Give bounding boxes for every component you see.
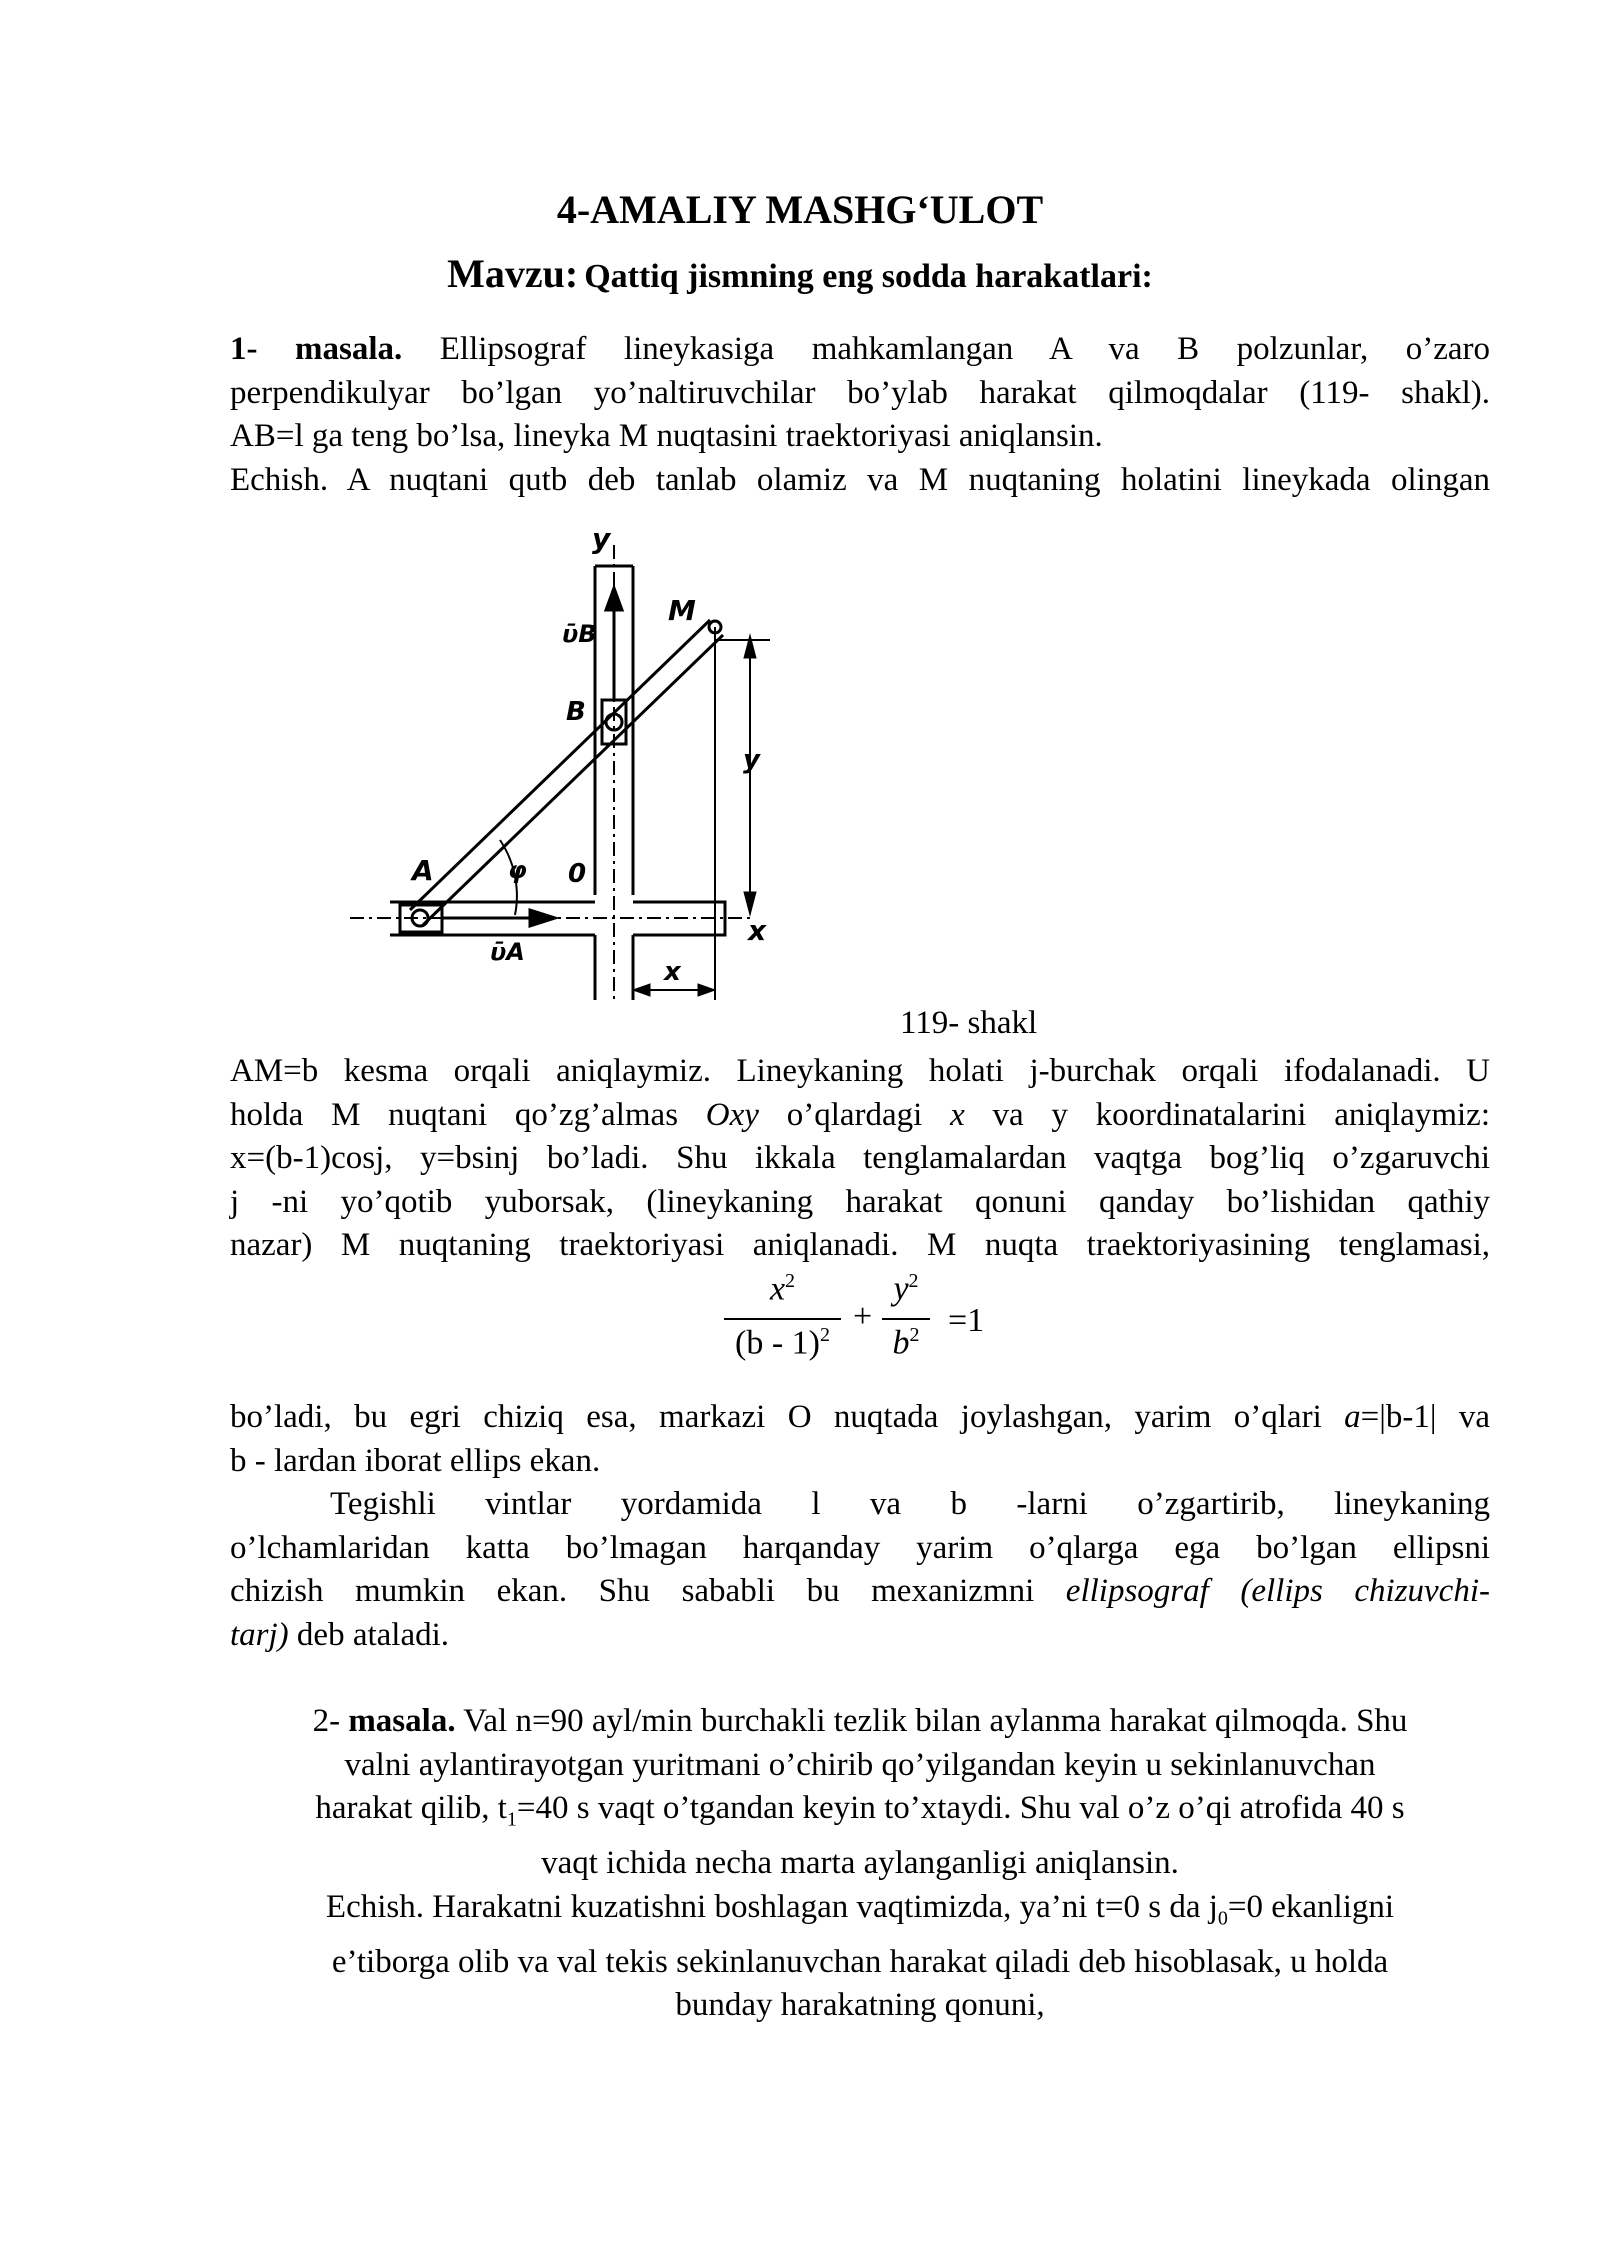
point-m-label: M (668, 594, 696, 627)
problem-2-line: harakat qilib, $t_1=40$ s vaqt o’tgandan keyin to’xtaydi. Shu val o’z o’qi atrofida 40 s (315, 1790, 1405, 1831)
solution-line: j -ni yo’qotib yuborsak, (lineykaning harakat qonuni qanday bo’lishidan qathiy (230, 1183, 1490, 1220)
problem-1-line: 1- masala. Ellipsograf lineykasiga mahkamlangan A va B polzunlar, o’zaro (230, 331, 1490, 367)
velocity-a-label: ῡA (490, 938, 525, 966)
problem-1-label: 1- masala. (230, 331, 403, 367)
velocity-a-arrowhead (530, 910, 555, 926)
problem-2-line: 2- masala. Val n=90 ayl/min burchakli tezlik bilan aylanma harakat qilmoqda. Shu (312, 1703, 1408, 1739)
plus-sign: + (853, 1298, 873, 1335)
solution-line: holda M nuqtani qo’zg’almas Oxy o’qlardagi x va y koordinatalarini aniqlaymiz: (230, 1096, 1490, 1133)
remark-line: chizish mumkin ekan. Shu sababli bu mexanizmni ellipsograf (ellips chizuvchi- (230, 1573, 1490, 1609)
x-dim-arrow-right (698, 984, 715, 996)
problem-1-statement (230, 328, 1490, 502)
x-dimension-label: x (664, 957, 681, 987)
page-title: 4-AMALIY MASHG‘ULOT (556, 187, 1044, 232)
problem-2-line: e’tiborga olib va val tekis sekinlanuvchan harakat qiladi deb hisoblasak, u holda (331, 1943, 1389, 1980)
point-b-label: B (566, 697, 586, 727)
problem-2-statement (230, 1700, 1490, 2028)
solution-line: AM=b kesma orqali aniqlaymiz. Lineykaning holati j-burchak orqali ifodalanadi. U (230, 1053, 1490, 1089)
problem-2-line: valni aylantirayotgan yuritmani o’chirib qo’yilgandan keyin u sekinlanuvchan (344, 1746, 1376, 1783)
solution-1-text (230, 1050, 1490, 1268)
conclusion-line: bo’ladi, bu egri chiziq esa, markazi O nuqtada joylashgan, yarim o’qlari a=|b-1| va (230, 1399, 1490, 1435)
conclusion-line: b - lardan iborat ellips ekan. (230, 1442, 601, 1479)
equation-rhs: =1 (948, 1302, 985, 1339)
ellipsograph-figure (330, 520, 780, 1020)
problem-1-line: Echish. A nuqtani qutb deb tanlab olamiz va M nuqtaning holatini lineykada olingan (230, 461, 1490, 498)
subtitle-text: Qattiq jismning eng sodda harakatlari: (584, 258, 1153, 295)
remark-line: tarj) deb ataladi. (230, 1616, 450, 1653)
velocity-b-arrowhead (606, 588, 622, 610)
subtitle-prefix: Mavzu: (447, 251, 579, 296)
remark-line: o’lchamlaridan katta bo’lmagan harqanday yarim o’qlarga ega bo’lgan ellipsni (230, 1529, 1490, 1566)
origin-label: 0 (568, 859, 587, 889)
solution-line: nazar) M nuqtaning traektoriyasi aniqlanadi. M nuqta traektoriyasining tenglamasi, (230, 1227, 1490, 1263)
solution-line: x=(b-1)cosj, y=bsinj bo’ladi. Shu ikkala tenglamalardan vaqtga bog’liq o’zgaruvchi (230, 1140, 1490, 1176)
x-dim-arrow-left (633, 984, 650, 996)
rod-upper-edge (410, 620, 710, 910)
problem-2-line: bunday harakatning qonuni, (675, 1987, 1045, 2024)
problem-2-label: masala. (348, 1703, 456, 1739)
y-dim-arrow-up (744, 635, 756, 658)
x-axis-label: x (748, 914, 767, 947)
page-subtitle (0, 250, 1600, 297)
problem-2-line: Echish. Harakatni kuzatishni boshlagan vaqtimizda, ya’ni t=0 s da $j_0=0$ ekanligni (325, 1888, 1395, 1930)
fraction-y: $y^2$ $b^2$ (880, 1270, 932, 1362)
figure-caption: 119- shakl (900, 1005, 1038, 1041)
fraction-x: $x^2$ (b - 1)$^2$ (720, 1270, 845, 1362)
velocity-b-label: ῡB (562, 620, 597, 648)
remark-line: Tegishli vintlar yordamida l va b -larni o’zgartirib, lineykaning (330, 1486, 1490, 1522)
y-dim-arrow-down (744, 892, 756, 915)
problem-1-line: AB=l ga teng bo’lsa, lineyka M nuqtasini traektoriyasi aniqlansin. (230, 418, 1103, 454)
problem-2-line: vaqt ichida necha marta aylanganligi aniqlansin. (541, 1845, 1179, 1882)
phi-label: φ (508, 856, 527, 884)
ellipse-conclusion (230, 1396, 1490, 1483)
ellipse-equation (720, 1270, 1020, 1390)
y-axis-label: y (592, 522, 611, 555)
problem-1-line: perpendikulyar bo’lgan yo’naltiruvchilar bo’ylab harakat qilmoqdalar (119- shakl). (230, 374, 1490, 411)
point-a-label: A (412, 854, 434, 887)
ellipsograph-remark (230, 1483, 1490, 1657)
y-dimension-label: y (743, 745, 760, 775)
